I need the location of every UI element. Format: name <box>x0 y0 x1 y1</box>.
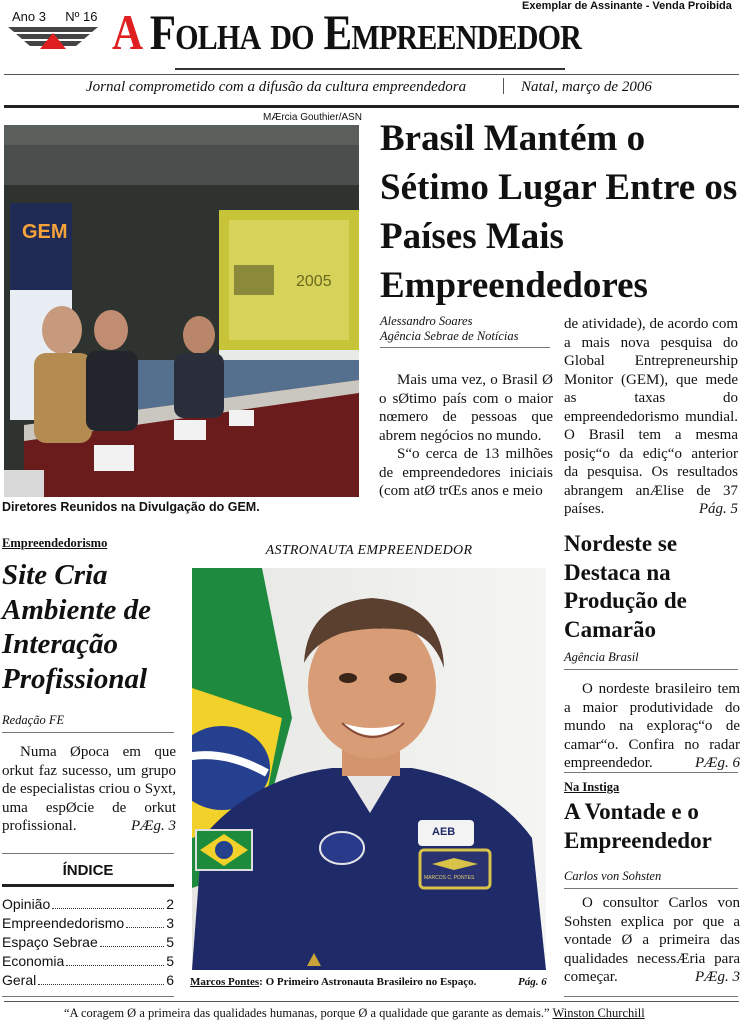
index-title-rule <box>2 884 174 887</box>
right-story1-body: O nordeste brasileiro tem a maior produtividade do mundo na exploraç“o de camar“o. Confira no radar empreendedor. <box>564 681 740 771</box>
left-story-headline: Site Cria Ambiente de Interação Profissional <box>2 559 152 695</box>
left-story-page-ref[interactable]: PÆg. 3 <box>131 818 176 834</box>
masthead-rule-accent <box>175 68 565 70</box>
lead-column-2 <box>564 315 738 519</box>
index-title: ÍNDICE <box>62 862 114 879</box>
issue-number: Nº 16 <box>65 9 98 24</box>
title-text: Folha do Empreendedor <box>149 4 582 60</box>
right-story1-agency: Agência Brasil <box>564 650 639 664</box>
title-initial: A <box>112 4 140 60</box>
index-item[interactable] <box>2 933 174 952</box>
lead-photo-caption: Diretores Reunidos na Divulgação do GEM. <box>2 500 260 514</box>
right-story2-page-ref[interactable]: PÆg. 3 <box>695 969 740 985</box>
left-story-end-rule <box>2 853 174 854</box>
index-list <box>2 895 174 990</box>
center-kicker: ASTRONAUTA EMPREENDEDOR <box>265 543 473 558</box>
index-item-page: 3 <box>166 915 174 931</box>
lead-paragraph-1: Mais uma vez, o Brasil Ø o sØtimo país com o maior nœmero de pessoas que abrem negócios no mundo. <box>379 372 553 444</box>
lead-byline-rule <box>380 347 550 348</box>
right-story1-page-ref[interactable]: PÆg. 6 <box>695 755 740 771</box>
lead-page-ref[interactable]: Pág. 5 <box>698 501 738 517</box>
right-story1-rule <box>564 669 738 670</box>
astronaut-page-ref[interactable]: Pág. 6 <box>518 976 547 988</box>
caption-text: : O Primeiro Astronauta Brasileiro no Espaço. <box>259 976 477 988</box>
masthead-logo <box>6 25 100 49</box>
lead-headline: Brasil Mantém o Sétimo Lugar Entre os Países Mais Empreendedores <box>380 118 738 306</box>
footer-quote <box>64 1006 645 1021</box>
left-story-byline: Redação FE <box>2 713 65 727</box>
masthead-rule <box>4 74 739 75</box>
section-label-empreendedorismo: Empreendedorismo <box>2 536 108 550</box>
screen-year: 2005 <box>296 273 332 290</box>
left-story-text <box>2 743 176 836</box>
footer-rule <box>4 1001 739 1002</box>
astronaut-caption <box>190 976 476 988</box>
dateline: Natal, março de 2006 <box>521 79 652 95</box>
right-story2-headline: A Vontade e o Empreendedor <box>564 799 712 853</box>
index-item-label: Empreendedorismo <box>2 915 125 931</box>
index-item[interactable] <box>2 952 174 971</box>
index-item-label: Economia <box>2 953 65 969</box>
tagline: Jornal comprometido com a difusão da cultura empreendedora <box>86 79 467 95</box>
aeb-patch-label: AEB <box>432 826 456 838</box>
right-story2-rule <box>564 888 738 889</box>
lead-agency: Agência Sebrae de Notícias <box>380 329 519 343</box>
quote-author: Winston Churchill <box>552 1006 645 1020</box>
name-badge: MARCOS C. PONTES <box>424 875 475 881</box>
right-story2-body: O consultor Carlos von Sohsten explica por que a vontade Ø a primeira das qualidades necessÆria para começar. <box>564 895 740 985</box>
tagline-divider <box>503 78 504 94</box>
right-story1-headline: Nordeste se Destaca na Produção de Camarão <box>564 531 687 642</box>
lead-column-1 <box>379 371 553 501</box>
issue-info <box>12 9 97 24</box>
header-bottom-rule <box>4 105 739 108</box>
index-item-label: Geral <box>2 972 37 988</box>
index-item-page: 5 <box>166 953 174 969</box>
issue-year: Ano 3 <box>12 9 46 24</box>
left-story-body: Numa Øpoca em que orkut faz sucesso, um grupo de especialistas criou o Syxt, uma espØcie de orkut profissional. <box>2 744 176 834</box>
right-story1-text <box>564 680 740 773</box>
lead-author: Alessandro Soares <box>380 314 473 328</box>
right-story1-end-rule <box>564 772 738 773</box>
left-byline-rule <box>2 732 174 733</box>
newspaper-title <box>112 4 581 60</box>
right-story2-author: Carlos von Sohsten <box>564 869 662 883</box>
section-label-na-instiga: Na Instiga <box>564 780 620 794</box>
lead-paragraph-2: S“o cerca de 13 milhões de empreendedores iniciais (com atØ trŒs anos e meio <box>379 446 553 499</box>
quote-text: “A coragem Ø a primeira das qualidades humanas, porque Ø a qualidade que garante as demais.” <box>64 1006 550 1020</box>
index-item-page: 6 <box>166 972 174 988</box>
right-story2-end-rule <box>564 996 738 997</box>
gem-banner-logo: GEM <box>22 221 68 243</box>
caption-name: Marcos Pontes <box>190 976 260 988</box>
gem-press-photo <box>4 125 359 497</box>
index-end-rule <box>2 996 174 997</box>
index-item-label: Opinião <box>2 896 51 912</box>
right-story2-text <box>564 894 740 987</box>
index-item[interactable] <box>2 914 174 933</box>
astronaut-photo <box>192 568 546 970</box>
index-item[interactable] <box>2 895 174 914</box>
index-item-page: 5 <box>166 934 174 950</box>
index-item[interactable] <box>2 971 174 990</box>
lead-paragraph-3: de atividade), de acordo com a mais nova pesquisa do Global Entrepreneurship Monitor (GEM), que mede as taxas do empreendedorismo mundial. O Brasil tem a mesma posiç“o da ediç“o anterior da pesquisa. Os resultados abrangem anÆlise de 37 países. <box>564 316 738 517</box>
photo-credit: MÆrcia Gouthier/ASN <box>263 112 362 123</box>
index-item-label: Espaço Sebrae <box>2 934 98 950</box>
index-item-page: 2 <box>166 896 174 912</box>
subscriber-note: Exemplar de Assinante - Venda Proibida <box>522 0 732 12</box>
